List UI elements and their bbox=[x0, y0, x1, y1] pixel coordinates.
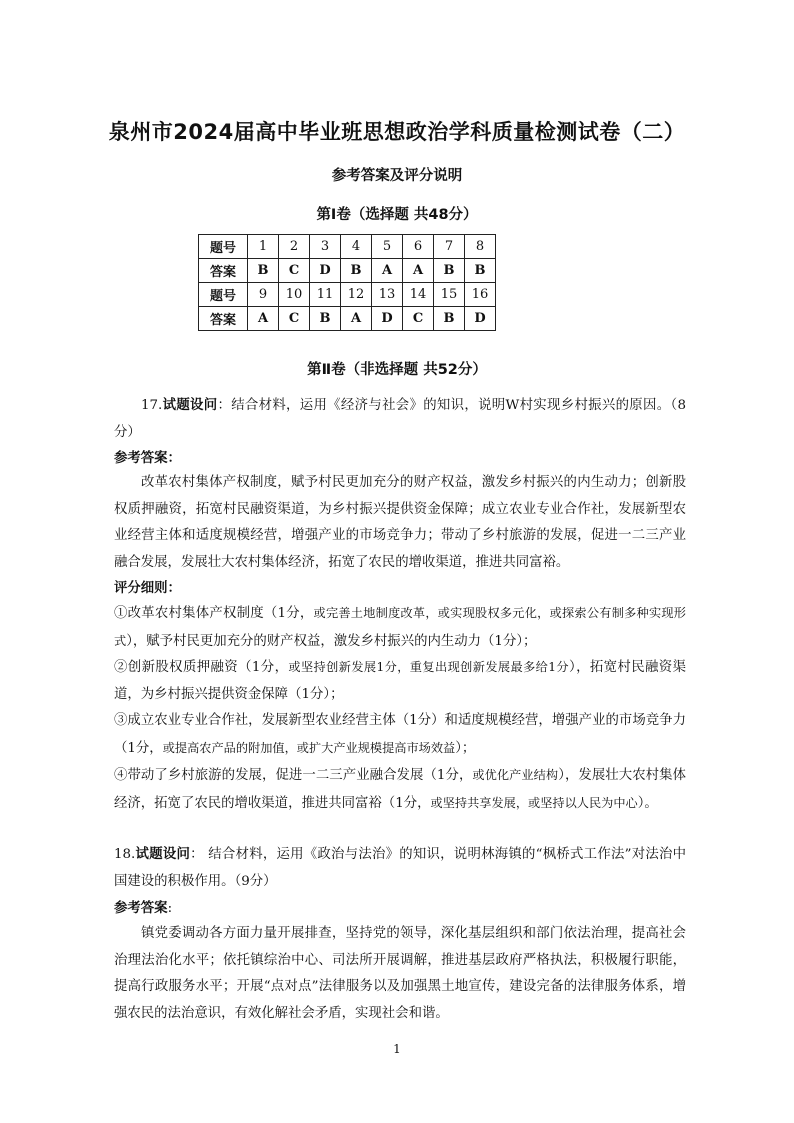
rubric-item-1 bbox=[114, 600, 686, 655]
rubric-text: ①改革农村集体产权制度（1分， bbox=[114, 606, 314, 621]
rubric-note: 或优化产业结构 bbox=[472, 768, 559, 782]
q17-answer-label: 参考答案： bbox=[114, 451, 181, 466]
page-subtitle: 参考答案及评分说明 bbox=[331, 168, 463, 184]
question-number: 8 bbox=[465, 235, 496, 259]
question-number: 9 bbox=[248, 283, 279, 307]
page-number: 1 bbox=[393, 1042, 401, 1056]
rubric-text: ）。 bbox=[637, 795, 658, 811]
q18-number: 18. bbox=[114, 847, 136, 862]
answer-cell: C bbox=[279, 307, 310, 331]
rubric-text: ④带动了乡村旅游的发展，促进一二三产业融合发展（1分， bbox=[114, 768, 473, 783]
answer-cell: A bbox=[403, 259, 434, 283]
answer-cell: A bbox=[248, 307, 279, 331]
rubric-note: 或坚持共享发展，或坚持以人民为中心 bbox=[430, 795, 638, 810]
rubric-note: 或提高农产品的附加值，或扩大产业规模提高市场效益 bbox=[162, 740, 456, 755]
num-header: 题号 bbox=[199, 283, 248, 307]
rubric-item-3 bbox=[114, 708, 686, 762]
answer-cell: D bbox=[372, 307, 403, 331]
answer-cell: B bbox=[341, 259, 372, 283]
question-number: 13 bbox=[372, 283, 403, 307]
table-row bbox=[199, 307, 496, 331]
answer-cell: D bbox=[465, 307, 496, 331]
rubric-text: ），赋予村民更加充分的财产权益，激发乡村振兴的内生动力（1分）； bbox=[126, 633, 537, 649]
answer-cell: B bbox=[434, 307, 465, 331]
rubric-note: 或坚持创新发展1分，重复出现创新发展最多给1分 bbox=[288, 660, 569, 674]
q17-question: ：结合材料，运用《经济与社会》的知识，说明W村实现乡村振兴的原因。（8分） bbox=[114, 398, 686, 440]
q17-prompt bbox=[114, 393, 686, 446]
question-number: 7 bbox=[434, 235, 465, 259]
table-row bbox=[199, 259, 496, 283]
q18-answer-label: 参考答案 bbox=[114, 901, 168, 916]
q17-label: 试题设问 bbox=[162, 398, 218, 413]
answer-table bbox=[198, 234, 496, 331]
rubric-note: 或完善土地制度改革，或实现股权多元化，或探索公有制多种实现形式 bbox=[114, 606, 686, 648]
answer-cell: D bbox=[310, 259, 341, 283]
rubric-item-4 bbox=[114, 762, 686, 817]
question-number: 5 bbox=[372, 235, 403, 259]
answer-cell: A bbox=[341, 307, 372, 331]
question-number: 6 bbox=[403, 235, 434, 259]
question-number: 4 bbox=[341, 235, 372, 259]
answer-cell: B bbox=[310, 307, 341, 331]
answer-header: 答案 bbox=[199, 259, 248, 283]
q18-answer-label-line bbox=[114, 896, 686, 923]
question-number: 1 bbox=[248, 235, 279, 259]
q17-answer: 改革农村集体产权制度，赋予村民更加充分的财产权益，激发乡村振兴的内生动力；创新股权质押融资，拓宽村民融资渠道，为乡村振兴提供资金保障；成立农业专业合作社，发展新型农业经营主体和适度规模经营，增强产业的市场竞争力；带动了乡村旅游的发展，促进一二三产业融合发展，发展壮大农村集体经济，拓宽了农民的增收渠道，推进共同富裕。 bbox=[114, 475, 686, 570]
question-number: 10 bbox=[279, 283, 310, 307]
question-number: 2 bbox=[279, 235, 310, 259]
answer-cell: B bbox=[434, 259, 465, 283]
question-number: 14 bbox=[403, 283, 434, 307]
answer-cell: A bbox=[372, 259, 403, 283]
q17-rubric-label: 评分细则： bbox=[114, 581, 181, 596]
part1-heading: 第Ⅰ卷（选择题 共48分） bbox=[316, 207, 478, 223]
num-header: 题号 bbox=[199, 235, 248, 259]
answer-cell: C bbox=[279, 259, 310, 283]
q18-label: 试题设问 bbox=[135, 847, 191, 862]
answer-cell: B bbox=[248, 259, 279, 283]
part2-heading: 第Ⅱ卷（非选择题 共52分） bbox=[307, 362, 487, 378]
rubric-text: ），拓宽村民融资渠道，为乡村振兴提供资金保障（1分）； bbox=[114, 660, 686, 702]
question-number: 12 bbox=[341, 283, 372, 307]
question-number: 3 bbox=[310, 235, 341, 259]
question-number: 11 bbox=[310, 283, 341, 307]
question-number: 16 bbox=[465, 283, 496, 307]
q18-prompt bbox=[114, 842, 686, 895]
q18-answer: 镇党委调动各方面力量开展排查，坚持党的领导，深化基层组织和部门依法治理，提高社会治理法治化水平；依托镇综治中心、司法所开展调解，推进基层政府严格执法，积极履行职能，提高行政服务水平；开展“点对点”法律服务以及加强黑土地宣传，建设完备的法律服务体系，增强农民的法治意识，有效化解社会矛盾，实现社会和谐。 bbox=[114, 926, 686, 1021]
q17-number: 17. bbox=[141, 398, 163, 413]
answer-header: 答案 bbox=[199, 307, 248, 331]
q18-question: ： 结合材料，运用《政治与法治》的知识，说明林海镇的“枫桥式工作法”对法治中国建设的积极作用。（9分） bbox=[114, 847, 687, 889]
rubric-text: ）； bbox=[455, 740, 476, 756]
q18-answer-colon: : bbox=[167, 901, 173, 916]
answer-cell: B bbox=[465, 259, 496, 283]
table-row bbox=[199, 235, 496, 259]
rubric-item-2 bbox=[114, 654, 686, 708]
answer-cell: C bbox=[403, 307, 434, 331]
rubric-text: ③成立农业专业合作社，发展新型农业经营主体（1分）和适度规模经营，增强产业的市场竞争力（1分， bbox=[114, 713, 686, 756]
table-row bbox=[199, 283, 496, 307]
page-title: 泉州市2024届高中毕业班思想政治学科质量检测试卷（二） bbox=[108, 120, 686, 144]
question-number: 15 bbox=[434, 283, 465, 307]
rubric-text: ②创新股权质押融资（1分， bbox=[114, 660, 289, 675]
rubric-text: ），发展壮大农村集体经济，拓宽了农民的增收渠道，推进共同富裕（1分， bbox=[114, 768, 686, 811]
